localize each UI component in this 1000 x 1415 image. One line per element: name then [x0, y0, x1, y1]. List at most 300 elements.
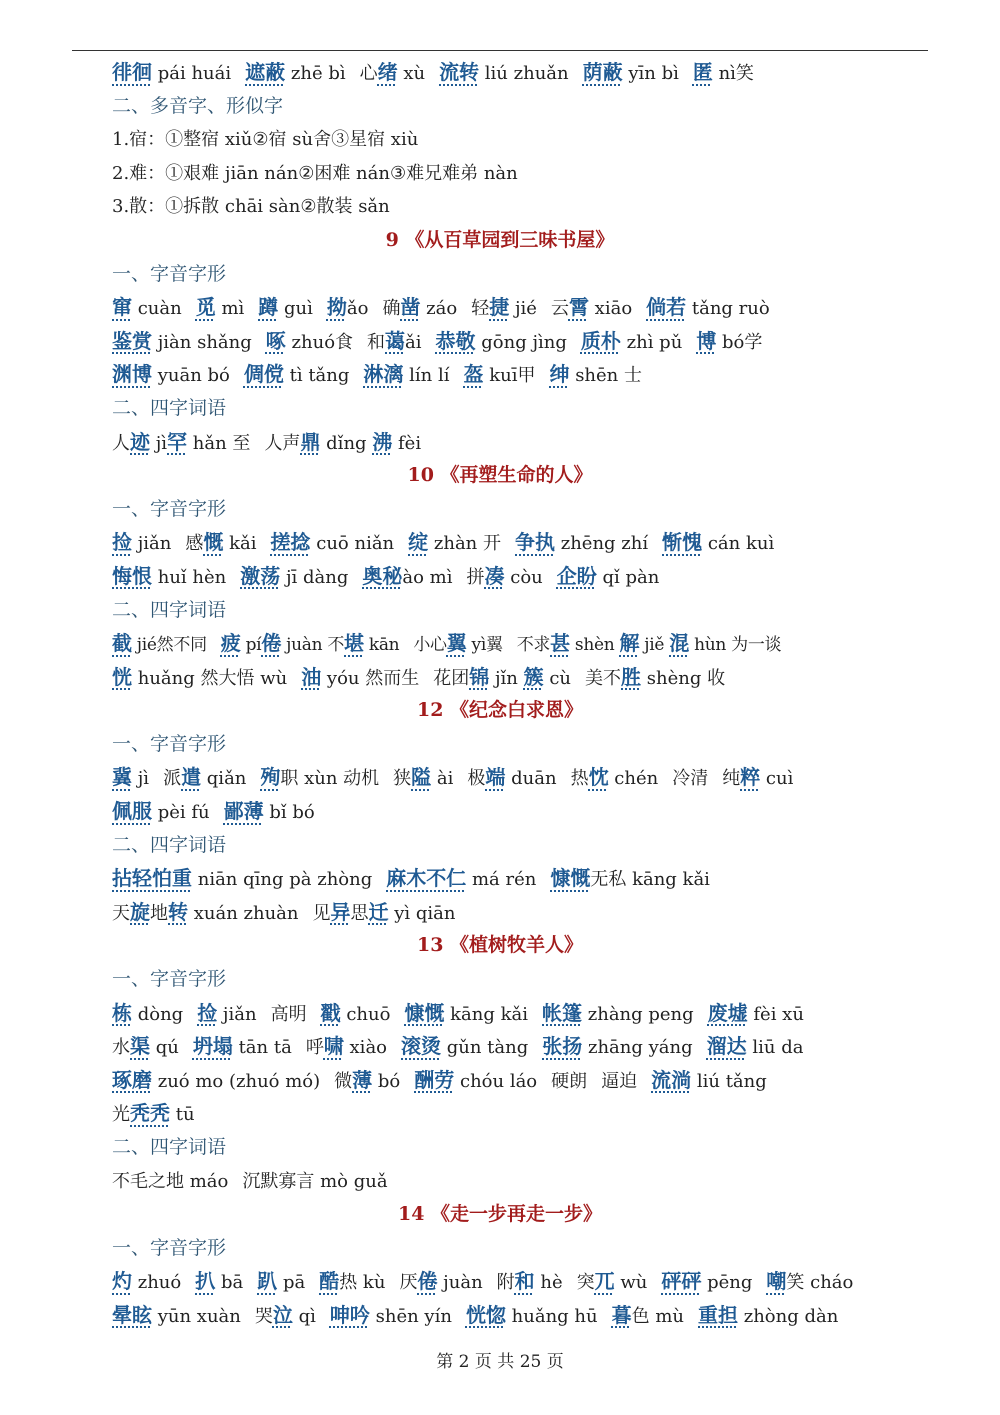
plain-text: 确 — [382, 298, 401, 320]
plain-text: kǎi — [223, 533, 257, 555]
vocab-line — [112, 896, 902, 930]
plain-text: 云 — [550, 298, 569, 320]
highlighted-char: 徘徊 — [112, 60, 152, 84]
section-heading: 二、四字词语 — [112, 396, 227, 419]
highlighted-char: 捡 — [112, 530, 132, 555]
plain-text: dòng — [132, 1003, 184, 1025]
vocab-item — [471, 295, 537, 320]
vocab-item — [662, 530, 775, 555]
plain-text: 职 xùn 动机 — [280, 768, 380, 790]
highlighted-char: 博 — [696, 328, 717, 353]
plain-text: tū — [170, 1104, 195, 1126]
highlighted-char: 鄙薄 — [223, 799, 264, 824]
highlighted-char: 坍塌 — [192, 1034, 233, 1059]
plain-text: pèi fú — [152, 802, 210, 824]
highlighted-char: 溜达 — [706, 1034, 747, 1059]
plain-text: bǐ bó — [263, 802, 315, 824]
vocab-item — [651, 1067, 767, 1092]
vocab-item — [112, 899, 299, 924]
plain-text: qì — [292, 1305, 316, 1327]
vocab-item — [707, 1000, 804, 1025]
vocab-item — [112, 563, 227, 588]
vocab-item — [585, 664, 726, 689]
vocab-item — [271, 1004, 307, 1025]
text-line: 1.宿：①整宿 xiǔ②宿 sù舍③星宿 xiù — [112, 129, 419, 151]
plain-text: wù — [614, 1272, 648, 1294]
highlighted-char: 争执 — [515, 530, 555, 555]
vocab-item — [550, 295, 633, 320]
plain-text: gōng jìng — [475, 331, 567, 353]
vocab-item — [243, 362, 350, 387]
plain-text: kān — [363, 635, 400, 656]
plain-text: 轻 — [471, 298, 490, 320]
plain-text: 小心 — [413, 635, 447, 656]
highlighted-char: 悔恨 — [112, 563, 152, 588]
plain-text: 冷清 — [672, 768, 709, 790]
vocab-line — [112, 1030, 902, 1064]
highlighted-char: 甚 — [550, 631, 570, 656]
plain-text: cuō niǎn — [310, 533, 395, 555]
vocab-item — [195, 295, 245, 320]
highlighted-char: 灼 — [112, 1269, 132, 1294]
highlighted-char: 冀 — [112, 765, 132, 790]
plain-text: 沉默寡言 mò guǎ — [242, 1170, 388, 1192]
highlighted-char: 迹 — [130, 429, 150, 454]
plain-text: cán kuì — [702, 533, 775, 555]
plain-text: 人 — [112, 432, 130, 454]
highlighted-char: 鉴赏 — [112, 328, 152, 353]
vocab-item — [766, 1269, 854, 1294]
highlighted-char: 混 — [669, 631, 689, 656]
highlighted-char: 绪 — [377, 60, 398, 84]
highlighted-char: 琢磨 — [112, 1067, 152, 1092]
plain-text: shèn — [569, 635, 620, 656]
plain-text: pā — [277, 1272, 306, 1294]
plain-text: jì — [132, 768, 150, 790]
highlighted-char: 趴 — [257, 1269, 278, 1294]
vocab-item — [570, 765, 659, 790]
plain-text: jié — [509, 298, 537, 320]
plain-text: xù — [397, 63, 426, 84]
vocab-item — [549, 362, 642, 387]
highlighted-char: 慷慨 — [404, 1000, 445, 1025]
plain-text: zhì pǔ — [620, 331, 683, 353]
plain-text: hè — [534, 1272, 563, 1294]
vocab-item — [362, 563, 453, 588]
highlighted-char: 泣 — [272, 1302, 293, 1327]
plain-text: yuān bó — [152, 365, 230, 387]
plain-text: ào mì — [402, 566, 453, 588]
plain-text: yì翼 — [466, 635, 503, 656]
plain-text: shēn 士 — [569, 365, 642, 387]
vocab-item — [399, 1269, 483, 1294]
plain-text: 拼 — [466, 566, 485, 588]
plain-text: pí — [240, 635, 262, 656]
highlighted-char: 慷慨 — [550, 866, 591, 891]
plain-text: còu — [504, 566, 543, 588]
plain-text: pēng — [701, 1272, 753, 1294]
highlighted-char: 流转 — [439, 60, 480, 84]
highlighted-char: 蔼 — [385, 328, 406, 353]
plain-text: zuó mo (zhuó mó) — [152, 1070, 321, 1092]
vocab-line — [112, 560, 902, 594]
highlighted-char: 渊博 — [112, 362, 152, 387]
vocab-item — [112, 295, 182, 320]
highlighted-char: 沸 — [372, 429, 393, 454]
plain-text: nì笑 — [712, 63, 754, 84]
highlighted-char: 惭愧 — [662, 530, 703, 555]
plain-text: jié然不同 — [131, 635, 207, 656]
highlighted-char: 锦 — [469, 664, 490, 689]
vocab-item — [112, 1101, 195, 1126]
section-heading: 一、字音字形 — [112, 1236, 227, 1259]
plain-text: liú zhuǎn — [479, 63, 569, 84]
highlighted-char: 兀 — [594, 1269, 615, 1294]
highlighted-char: 绽 — [408, 530, 429, 555]
vocab-item — [197, 1000, 257, 1025]
vocab-item — [542, 1034, 693, 1059]
vocab-item — [112, 866, 373, 891]
plain-text: jiǎn — [132, 533, 172, 555]
vocab-item — [220, 631, 400, 656]
plain-text: 和 — [367, 331, 386, 353]
header-rule — [72, 50, 928, 51]
vocab-item — [601, 1071, 637, 1092]
plain-text: tǎng ruò — [686, 298, 770, 320]
highlighted-char: 疲 — [220, 631, 241, 656]
highlighted-char: 簇 — [523, 664, 544, 689]
highlighted-char: 拈轻怕重 — [112, 866, 192, 891]
highlighted-char: 殉 — [260, 765, 281, 790]
highlighted-char: 罕 — [167, 429, 188, 454]
plain-text: guì — [278, 298, 313, 320]
vocab-line — [112, 426, 902, 460]
highlighted-char: 倜傥 — [243, 362, 284, 387]
plain-text: huǎng 然大悟 wù — [132, 667, 288, 689]
vocab-item — [112, 60, 232, 84]
highlighted-char: 隘 — [411, 765, 432, 790]
vocab-item — [556, 563, 660, 588]
plain-text: 逼迫 — [601, 1070, 638, 1092]
highlighted-char: 倦 — [417, 1269, 438, 1294]
highlighted-char: 倦 — [261, 631, 282, 656]
vocab-line — [112, 627, 902, 661]
highlighted-char: 捷 — [489, 295, 510, 320]
vocab-item — [192, 1034, 292, 1059]
plain-text: pái huái — [152, 63, 232, 84]
plain-text: jǐn — [489, 667, 524, 689]
highlighted-char: 张扬 — [542, 1034, 583, 1059]
highlighted-char: 秃秃 — [130, 1101, 170, 1126]
highlighted-char: 暮 — [611, 1302, 632, 1327]
vocab-item — [258, 295, 313, 320]
plain-text: 微 — [334, 1070, 353, 1092]
vocab-item — [245, 60, 346, 84]
vocab-item — [312, 899, 456, 924]
vocab-line — [112, 1097, 902, 1131]
section-heading: 二、多音字、形似字 — [112, 94, 284, 117]
highlighted-char: 堪 — [344, 631, 364, 656]
plain-text: kāng kǎi — [444, 1003, 529, 1025]
vocab-item — [265, 328, 354, 353]
plain-text: 天 — [112, 902, 130, 924]
highlighted-char: 蹲 — [258, 295, 279, 320]
plain-text: tān tā — [232, 1037, 292, 1059]
lesson-title: 14 《走一步再走一步》 — [397, 1203, 603, 1226]
plain-text: fèi xū — [747, 1003, 804, 1025]
plain-text: jiǎn — [217, 1003, 257, 1025]
vocab-line — [112, 526, 902, 560]
vocab-item — [260, 765, 380, 790]
vocab-item — [326, 295, 369, 320]
vocab-item — [112, 530, 172, 555]
plain-text: qú — [150, 1037, 179, 1059]
vocab-line — [112, 291, 902, 325]
highlighted-char: 滚烫 — [401, 1034, 442, 1059]
vocab-item — [112, 1302, 241, 1327]
plain-text: gǔn tàng — [441, 1037, 529, 1059]
highlighted-char: 旋 — [130, 899, 150, 924]
vocab-line — [112, 1265, 902, 1299]
highlighted-char: 酬劳 — [414, 1067, 455, 1092]
highlighted-char: 油 — [301, 664, 322, 689]
highlighted-char: 渠 — [130, 1034, 150, 1059]
lesson-title: 10 《再塑生命的人》 — [407, 464, 593, 487]
highlighted-char: 鼎 — [300, 429, 321, 454]
plain-text: zhāng yáng — [582, 1037, 693, 1059]
vocab-item — [698, 1302, 839, 1327]
vocab-item — [112, 1067, 321, 1092]
plain-text: 无私 kāng kǎi — [590, 869, 710, 891]
lesson-title: 9 《从百草园到三味书屋》 — [385, 228, 615, 251]
plain-text: 色 mù — [631, 1305, 684, 1327]
highlighted-char: 匿 — [692, 60, 713, 84]
vocab-item — [580, 328, 683, 353]
vocab-line — [112, 997, 902, 1031]
highlighted-char: 和 — [514, 1269, 535, 1294]
plain-text: xuán zhuàn — [188, 902, 299, 924]
plain-text: chén — [608, 768, 659, 790]
highlighted-char: 异 — [330, 899, 351, 924]
plain-text: bó — [372, 1070, 401, 1092]
plain-text: mì — [215, 298, 245, 320]
vocab-item — [112, 1171, 228, 1192]
plain-text: 热 — [570, 768, 589, 790]
highlighted-char: 遮蔽 — [245, 60, 286, 84]
plain-text: 不求 — [516, 635, 551, 656]
highlighted-char: 企盼 — [556, 563, 597, 588]
plain-text: 心 — [359, 63, 378, 84]
vocab-item — [646, 295, 770, 320]
plain-text: qiǎn — [201, 768, 247, 790]
vocab-item — [223, 799, 315, 824]
plain-text: qǐ pàn — [596, 566, 660, 588]
highlighted-char: 凑 — [484, 563, 505, 588]
highlighted-char: 佩服 — [112, 799, 152, 824]
plain-text: chóu láo — [454, 1070, 538, 1092]
highlighted-char: 奥秘 — [362, 563, 403, 588]
vocab-line — [112, 661, 902, 695]
vocab-item — [551, 1071, 587, 1092]
plain-text: lín lí — [403, 365, 450, 387]
vocab-item — [696, 328, 763, 353]
plain-text: bā — [215, 1272, 244, 1294]
vocab-item — [112, 799, 210, 824]
plain-text: xiāo — [588, 298, 633, 320]
vocab-item — [393, 765, 454, 790]
vocab-item — [185, 530, 257, 555]
plain-text: bó学 — [716, 331, 763, 353]
plain-text: juàn 不 — [281, 635, 345, 656]
plain-text: 纯 — [722, 768, 741, 790]
plain-text: fèi — [392, 432, 422, 454]
plain-text: yūn xuàn — [152, 1305, 241, 1327]
plain-text: shèng 收 — [641, 667, 726, 689]
plain-text: zhàng peng — [582, 1003, 694, 1025]
vocab-item — [112, 1000, 184, 1025]
plain-text: 极 — [467, 768, 486, 790]
highlighted-char: 绅 — [549, 362, 570, 387]
highlighted-char: 激荡 — [240, 563, 281, 588]
highlighted-char: 啸 — [323, 1034, 344, 1059]
highlighted-char: 转 — [168, 899, 188, 924]
plain-text: duān — [505, 768, 557, 790]
plain-text: liú tǎng — [691, 1070, 767, 1092]
vocab-line — [112, 1165, 902, 1199]
highlighted-char: 啄 — [265, 328, 286, 353]
text-line: 3.散：①拆散 chāi sàn②散装 sǎn — [112, 196, 390, 218]
plain-text: 美不 — [585, 667, 622, 689]
vocab-item — [722, 765, 794, 790]
plain-text: 思 — [350, 902, 369, 924]
vocab-item — [305, 1034, 388, 1059]
vocab-item — [270, 530, 395, 555]
plain-text: 附 — [496, 1272, 515, 1294]
highlighted-char: 重担 — [698, 1302, 738, 1327]
highlighted-char: 晕眩 — [112, 1302, 152, 1327]
vocab-item — [112, 429, 251, 454]
vocab-item — [112, 1034, 179, 1059]
plain-text: cuàn — [132, 298, 182, 320]
highlighted-char: 霄 — [568, 295, 589, 320]
plain-text: 高明 — [270, 1003, 307, 1025]
plain-text: huǐ hèn — [152, 566, 227, 588]
plain-text: hùn 为一谈 — [688, 635, 782, 656]
vocab-item — [367, 328, 422, 353]
plain-text: 地 — [150, 902, 168, 924]
plain-text: 硬朗 — [551, 1070, 588, 1092]
plain-text: 厌 — [399, 1272, 418, 1294]
section-heading: 二、四字词语 — [112, 1136, 227, 1158]
plain-text: shēn yín — [369, 1305, 452, 1327]
vocab-item — [363, 362, 450, 387]
highlighted-char: 觅 — [195, 295, 216, 320]
vocab-line — [112, 862, 902, 896]
vocab-item — [706, 1034, 804, 1059]
plain-text: jiàn shǎng — [152, 331, 252, 353]
plain-text: ài — [431, 768, 454, 790]
plain-text: huǎng hū — [505, 1305, 598, 1327]
plain-text: 感 — [185, 533, 204, 555]
vocab-item — [465, 1302, 598, 1327]
vocab-item — [408, 530, 501, 555]
plain-text: zhàn 开 — [428, 533, 501, 555]
vocab-item — [439, 60, 569, 84]
vocab-item — [254, 1302, 316, 1327]
vocab-item — [467, 765, 557, 790]
highlighted-char: 粹 — [740, 765, 761, 790]
plain-text: jī dàng — [280, 566, 349, 588]
vocab-item — [463, 362, 536, 387]
plain-text: 突 — [576, 1272, 595, 1294]
highlighted-char: 翼 — [446, 631, 467, 656]
page-footer: 第 2 页 共 25 页 — [436, 1352, 564, 1372]
vocab-item — [435, 328, 567, 353]
highlighted-char: 恍惚 — [465, 1302, 506, 1327]
vocab-item — [413, 631, 503, 656]
plain-text: cù — [543, 667, 572, 689]
vocab-item — [112, 1269, 182, 1294]
plain-text: zhēng zhí — [555, 533, 649, 555]
highlighted-char: 恍 — [112, 664, 132, 689]
plain-text: 派 — [163, 768, 182, 790]
highlighted-char: 搓捻 — [270, 530, 311, 555]
plain-text: 哭 — [254, 1305, 273, 1327]
vocab-item — [576, 1269, 648, 1294]
vocab-item — [661, 1269, 753, 1294]
highlighted-char: 戳 — [320, 1000, 341, 1025]
highlighted-char: 薄 — [352, 1067, 373, 1092]
vocab-item — [242, 1171, 387, 1192]
plain-text: 光 — [112, 1104, 130, 1126]
plain-text: 热 kù — [339, 1272, 386, 1294]
vocab-item — [404, 1000, 529, 1025]
plain-text: zhuó — [132, 1272, 182, 1294]
plain-text: jì — [150, 432, 168, 454]
vocab-line — [112, 1064, 902, 1098]
highlighted-char: 砰砰 — [661, 1269, 702, 1294]
highlighted-char: 荫蔽 — [582, 60, 623, 84]
plain-text: zhuó食 — [285, 331, 354, 353]
vocab-line — [112, 358, 902, 392]
highlighted-char: 捡 — [197, 1000, 218, 1025]
vocab-line — [112, 761, 902, 795]
vocab-item — [414, 1067, 538, 1092]
highlighted-char: 凿 — [400, 295, 421, 320]
vocab-line — [112, 325, 902, 359]
plain-text: tì tǎng — [283, 365, 350, 387]
plain-text: ǎi — [405, 331, 422, 353]
section-heading: 一、字音字形 — [112, 497, 227, 520]
highlighted-char: 麻木不仁 — [386, 866, 467, 891]
plain-text: zhē bì — [285, 63, 346, 84]
plain-text: cuì — [760, 768, 794, 790]
vocab-item — [542, 1000, 694, 1025]
highlighted-char: 质朴 — [580, 328, 621, 353]
vocab-item — [433, 664, 572, 689]
vocab-item — [611, 1302, 684, 1327]
plain-text: jiě — [639, 635, 670, 656]
vocab-item — [329, 1302, 452, 1327]
highlighted-char: 胜 — [621, 664, 642, 689]
vocab-item — [550, 866, 710, 891]
page-content — [112, 56, 902, 1333]
section-heading: 二、四字词语 — [112, 598, 227, 621]
highlighted-char: 废墟 — [707, 1000, 748, 1025]
highlighted-char: 忱 — [588, 765, 609, 790]
vocab-item — [319, 1269, 386, 1294]
highlighted-char: 扒 — [195, 1269, 216, 1294]
